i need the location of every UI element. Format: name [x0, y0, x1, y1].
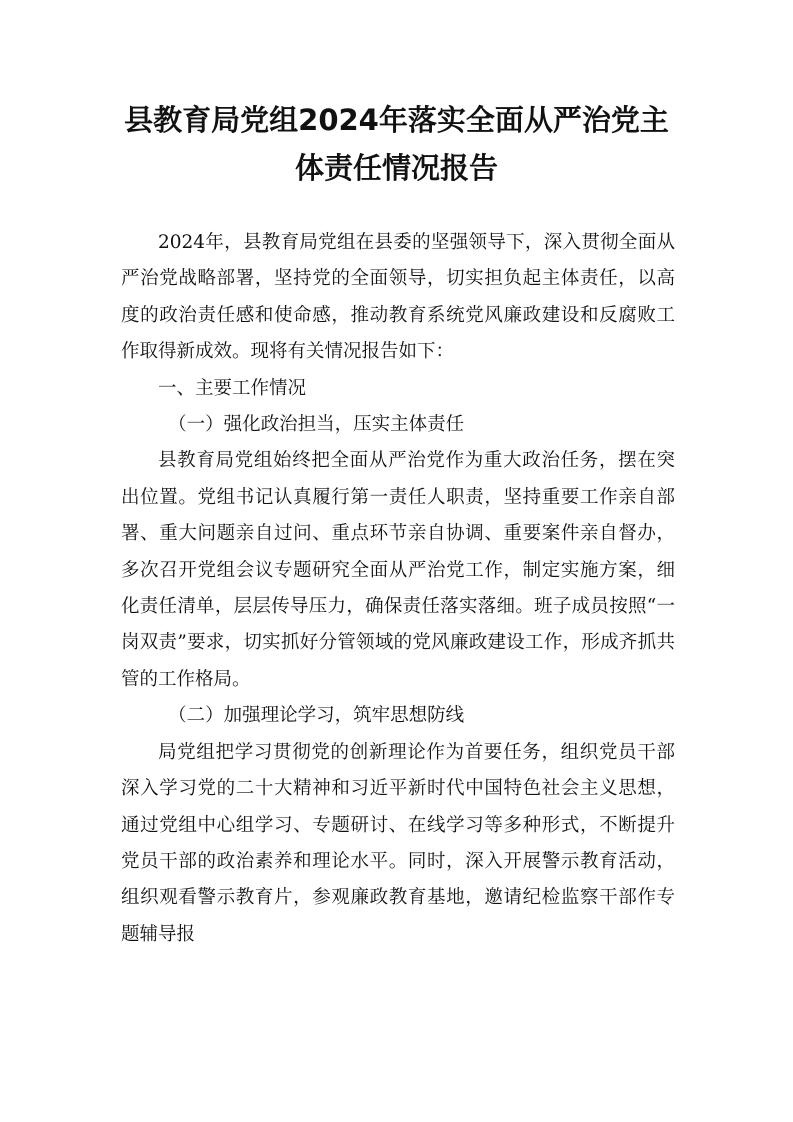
subsection-heading-political-responsibility: （一）强化政治担当，压实主体责任 [168, 414, 465, 436]
title-line-2: 体责任情况报告 [294, 151, 498, 185]
document-title [100, 96, 693, 192]
title-line-1: 县教育局党组2024年落实全面从严治党主 [124, 103, 669, 137]
intro-paragraph: 2024年，县教育局党组在县委的坚强领导下，深入贯彻全面从严治党战略部署，坚持党的全面领导，切实担负起主体责任，以高度的政治责任感和使命感，推动教育系统党风廉政建设和反腐败工作取得新成效。现将有关情况报告如下： [121, 232, 675, 363]
subsection-heading-theory-study: （二）加强理论学习，筑牢思想防线 [168, 705, 465, 727]
section-heading-main-work: 一、主要工作情况 [158, 377, 307, 399]
subsection-1-paragraph: 县教育局党组始终把全面从严治党作为重大政治任务，摆在突出位置。党组书记认真履行第一责任人职责，坚持重要工作亲自部署、重大问题亲自过问、重点环节亲自协调、重要案件亲自督办，多次召开党组会议专题研究全面从严治党工作，制定实施方案，细化责任清单，层层传导压力，确保责任落实落细。班子成员按照“一岗双责”要求，切实抓好分管领域的党风廉政建设工作，形成齐抓共管的工作格局。 [121, 450, 675, 690]
subsection-2-paragraph: 局党组把学习贯彻党的创新理论作为首要任务，组织党员干部深入学习党的二十大精神和习近平新时代中国特色社会主义思想，通过党组中心组学习、专题研讨、在线学习等多种形式，不断提升党员干部的政治素养和理论水平。同时，深入开展警示教育活动，组织观看警示教育片，参观廉政教育基地，邀请纪检监察干部作专题辅导报 [121, 741, 675, 945]
document-body [121, 225, 675, 953]
